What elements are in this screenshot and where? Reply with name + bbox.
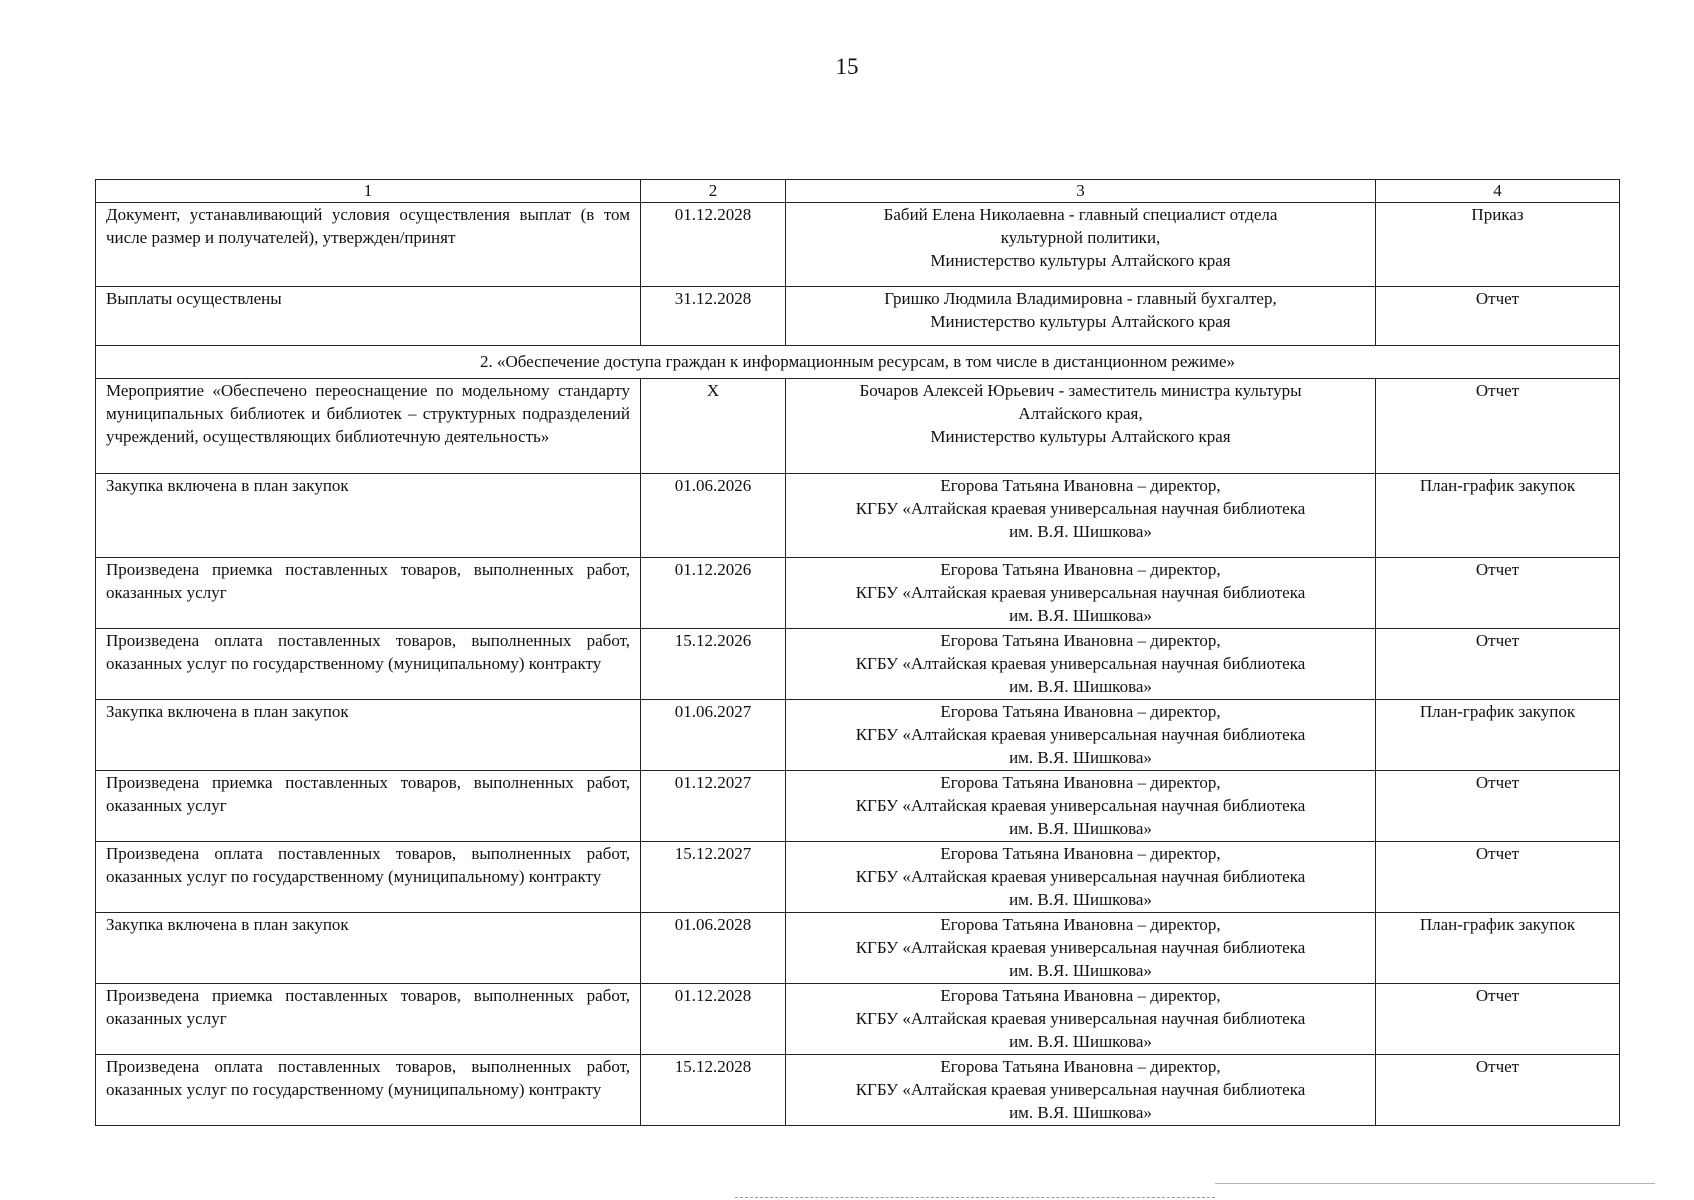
table-row xyxy=(96,287,1620,346)
responsible-line: КГБУ «Алтайская краевая универсальная научная библиотека xyxy=(855,796,1306,815)
responsible-cell xyxy=(786,700,1376,771)
responsible-line: им. В.Я. Шишкова» xyxy=(1009,1032,1152,1051)
responsible-line: Министерство культуры Алтайского края xyxy=(930,427,1231,446)
section-heading-row xyxy=(96,346,1620,379)
table-row xyxy=(96,474,1620,558)
activity-cell: Произведена оплата поставленных товаров, выполненных работ, оказанных услуг по государственному (муниципальному) контракту xyxy=(96,629,641,700)
responsible-line: Егорова Татьяна Ивановна – директор, xyxy=(940,631,1221,650)
table-row xyxy=(96,558,1620,629)
responsible-cell xyxy=(786,558,1376,629)
activity-cell: Закупка включена в план закупок xyxy=(96,474,641,558)
responsible-line: им. В.Я. Шишкова» xyxy=(1009,890,1152,909)
date-cell: 01.12.2027 xyxy=(641,771,786,842)
document-type-cell: Отчет xyxy=(1376,771,1620,842)
activity-cell: Закупка включена в план закупок xyxy=(96,700,641,771)
document-type-cell: План-график закупок xyxy=(1376,700,1620,771)
responsible-line: Гришко Людмила Владимировна - главный бухгалтер, xyxy=(884,289,1277,308)
responsible-cell xyxy=(786,842,1376,913)
responsible-line: Егорова Татьяна Ивановна – директор, xyxy=(940,702,1221,721)
table-row xyxy=(96,984,1620,1055)
scan-artifact-line xyxy=(1215,1183,1655,1184)
responsible-line: культурной политики, xyxy=(1000,228,1161,247)
responsible-cell xyxy=(786,913,1376,984)
responsible-cell xyxy=(786,771,1376,842)
document-type-cell: План-график закупок xyxy=(1376,913,1620,984)
date-cell: 01.12.2026 xyxy=(641,558,786,629)
responsible-line: Егорова Татьяна Ивановна – директор, xyxy=(940,915,1221,934)
responsible-line: им. В.Я. Шишкова» xyxy=(1009,1103,1152,1122)
activity-cell: Закупка включена в план закупок xyxy=(96,913,641,984)
responsible-line: Бабий Елена Николаевна - главный специалист отдела xyxy=(883,205,1278,224)
column-number-3: 3 xyxy=(786,180,1376,203)
activity-cell: Произведена оплата поставленных товаров, выполненных работ, оказанных услуг по государственному (муниципальному) контракту xyxy=(96,842,641,913)
document-type-cell: Отчет xyxy=(1376,287,1620,346)
table-row xyxy=(96,842,1620,913)
responsible-line: КГБУ «Алтайская краевая универсальная научная библиотека xyxy=(855,499,1306,518)
responsible-line: им. В.Я. Шишкова» xyxy=(1009,748,1152,767)
activity-cell: Выплаты осуществлены xyxy=(96,287,641,346)
activity-cell: Документ, устанавливающий условия осуществления выплат (в том числе размер и получателей), утвержден/принят xyxy=(96,203,641,287)
responsible-line: КГБУ «Алтайская краевая универсальная научная библиотека xyxy=(855,583,1306,602)
table-row xyxy=(96,379,1620,474)
date-cell: 01.12.2028 xyxy=(641,984,786,1055)
document-type-cell: Отчет xyxy=(1376,629,1620,700)
date-cell: 01.06.2027 xyxy=(641,700,786,771)
responsible-line: КГБУ «Алтайская краевая универсальная научная библиотека xyxy=(855,725,1306,744)
responsible-line: Егорова Татьяна Ивановна – директор, xyxy=(940,773,1221,792)
responsible-line: им. В.Я. Шишкова» xyxy=(1009,961,1152,980)
responsible-line: КГБУ «Алтайская краевая универсальная научная библиотека xyxy=(855,1009,1306,1028)
responsible-cell xyxy=(786,287,1376,346)
schedule-table xyxy=(95,179,1620,1126)
responsible-cell xyxy=(786,379,1376,474)
responsible-line: КГБУ «Алтайская краевая универсальная научная библиотека xyxy=(855,1080,1306,1099)
activity-cell: Произведена приемка поставленных товаров, выполненных работ, оказанных услуг xyxy=(96,984,641,1055)
schedule-table-body xyxy=(96,180,1620,1126)
activity-cell: Произведена приемка поставленных товаров, выполненных работ, оказанных услуг xyxy=(96,558,641,629)
document-type-cell: Отчет xyxy=(1376,984,1620,1055)
date-cell: 01.06.2026 xyxy=(641,474,786,558)
date-cell: 01.12.2028 xyxy=(641,203,786,287)
responsible-line: Министерство культуры Алтайского края xyxy=(930,251,1231,270)
responsible-line: им. В.Я. Шишкова» xyxy=(1009,606,1152,625)
responsible-line: Егорова Татьяна Ивановна – директор, xyxy=(940,560,1221,579)
responsible-cell xyxy=(786,984,1376,1055)
table-row xyxy=(96,700,1620,771)
date-cell: 15.12.2026 xyxy=(641,629,786,700)
activity-cell: Произведена приемка поставленных товаров, выполненных работ, оказанных услуг xyxy=(96,771,641,842)
column-number-4: 4 xyxy=(1376,180,1620,203)
responsible-line: КГБУ «Алтайская краевая универсальная научная библиотека xyxy=(855,867,1306,886)
responsible-cell xyxy=(786,1055,1376,1126)
responsible-line: КГБУ «Алтайская краевая универсальная научная библиотека xyxy=(855,654,1306,673)
document-type-cell: Отчет xyxy=(1376,558,1620,629)
table-row xyxy=(96,913,1620,984)
column-number-1: 1 xyxy=(96,180,641,203)
date-cell: 15.12.2027 xyxy=(641,842,786,913)
table-row xyxy=(96,629,1620,700)
date-cell: 15.12.2028 xyxy=(641,1055,786,1126)
responsible-line: им. В.Я. Шишкова» xyxy=(1009,819,1152,838)
responsible-line: им. В.Я. Шишкова» xyxy=(1009,522,1152,541)
date-cell: X xyxy=(641,379,786,474)
responsible-line: Егорова Татьяна Ивановна – директор, xyxy=(940,986,1221,1005)
responsible-line: Бочаров Алексей Юрьевич - заместитель министра культуры xyxy=(859,381,1302,400)
responsible-line: Егорова Татьяна Ивановна – директор, xyxy=(940,476,1221,495)
table-row xyxy=(96,771,1620,842)
table-row xyxy=(96,1055,1620,1126)
document-type-cell: План-график закупок xyxy=(1376,474,1620,558)
responsible-cell xyxy=(786,203,1376,287)
activity-cell: Произведена оплата поставленных товаров, выполненных работ, оказанных услуг по государственному (муниципальному) контракту xyxy=(96,1055,641,1126)
date-cell: 31.12.2028 xyxy=(641,287,786,346)
section-heading: 2. «Обеспечение доступа граждан к информационным ресурсам, в том числе в дистанционном режиме» xyxy=(96,346,1620,379)
column-number-2: 2 xyxy=(641,180,786,203)
document-type-cell: Отчет xyxy=(1376,842,1620,913)
document-type-cell: Приказ xyxy=(1376,203,1620,287)
responsible-line: Егорова Татьяна Ивановна – директор, xyxy=(940,844,1221,863)
responsible-line: Министерство культуры Алтайского края xyxy=(930,312,1231,331)
responsible-line: им. В.Я. Шишкова» xyxy=(1009,677,1152,696)
document-type-cell: Отчет xyxy=(1376,1055,1620,1126)
responsible-line: Алтайского края, xyxy=(1018,404,1143,423)
activity-cell: Мероприятие «Обеспечено переоснащение по модельному стандарту муниципальных библиотек и библиотек – структурных подразделений учреждений, осуществляющих библиотечную деятельность» xyxy=(96,379,641,474)
table-row xyxy=(96,203,1620,287)
page-number: 15 xyxy=(835,54,859,79)
responsible-cell xyxy=(786,474,1376,558)
responsible-cell xyxy=(786,629,1376,700)
document-type-cell: Отчет xyxy=(1376,379,1620,474)
scan-artifact-line xyxy=(735,1197,1215,1198)
date-cell: 01.06.2028 xyxy=(641,913,786,984)
responsible-line: КГБУ «Алтайская краевая универсальная научная библиотека xyxy=(855,938,1306,957)
responsible-line: Егорова Татьяна Ивановна – директор, xyxy=(940,1057,1221,1076)
column-number-row xyxy=(96,180,1620,203)
